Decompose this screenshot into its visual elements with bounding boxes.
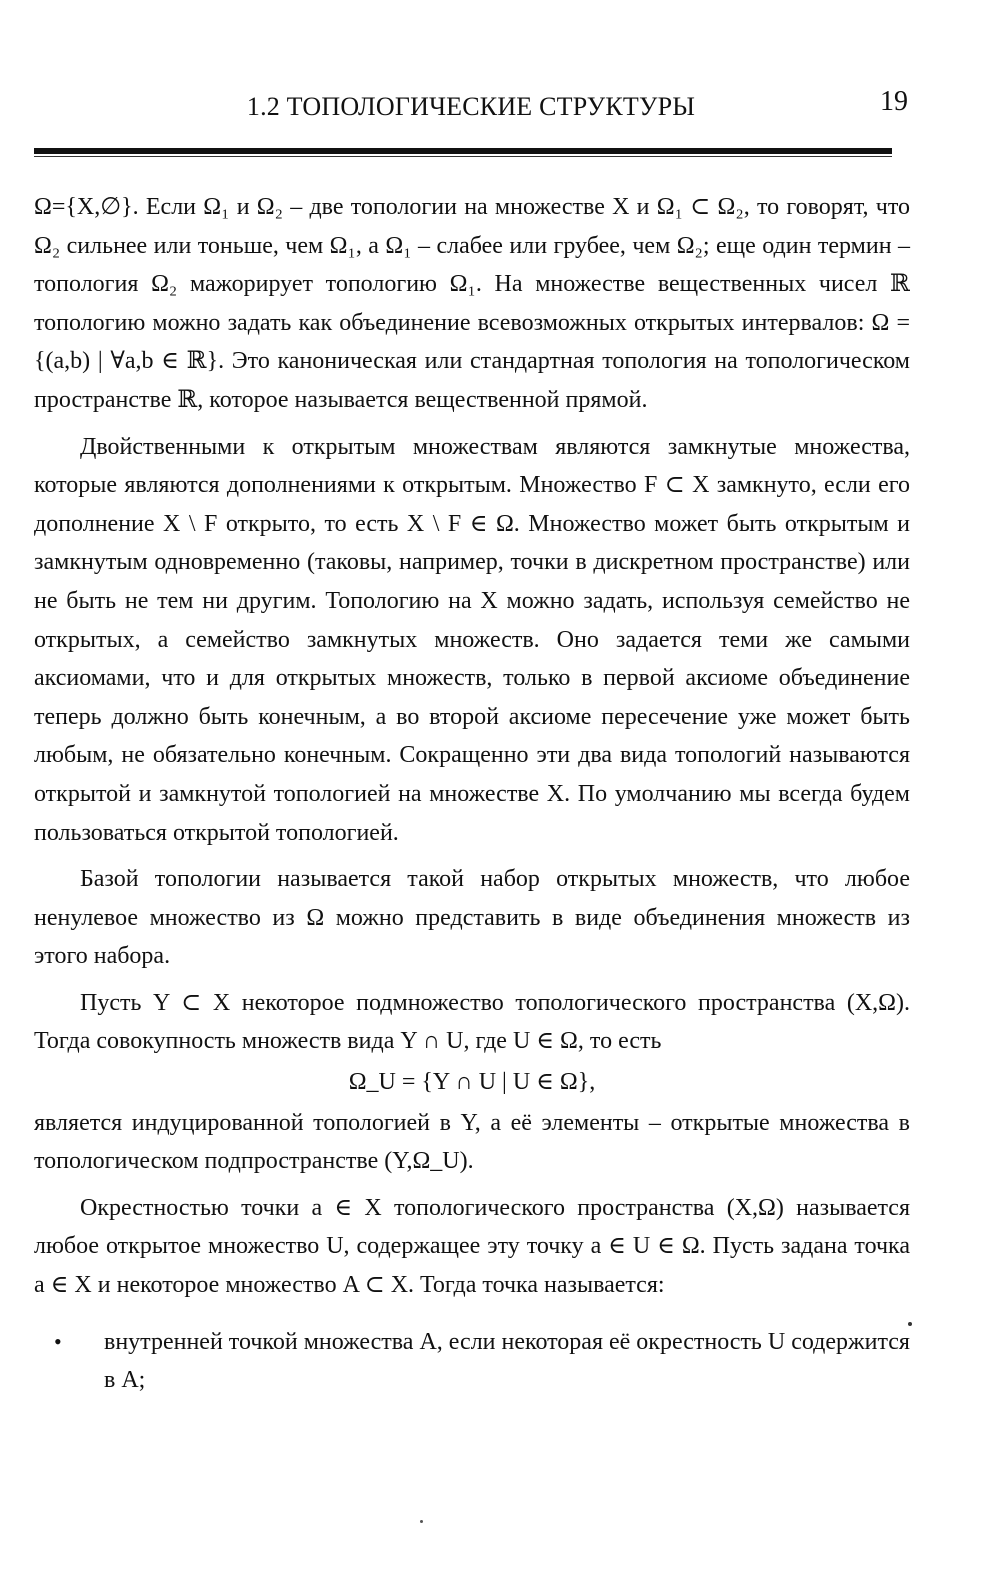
running-header xyxy=(34,86,908,126)
page-number: 19 xyxy=(880,86,908,117)
paragraph-topology-base: Базой топологии называется такой набор открытых множеств, что любое ненулевое множество из Ω можно представить в виде объединения множеств из этого набора. xyxy=(34,866,910,970)
paragraph-closed-sets: Двойственными к открытым множествам являются замкнутые множества, которые являются дополнениями к открытым. Множество F ⊂ X замкнуто, если его дополнение X \ F открыто, то есть X \ F ∈ Ω. Множество может быть открытым и замкнутым одновременно (таковы, например, точки в дискретном пространстве) или не быть не тем ни другим. Топологию на X можно задать, используя семейство не открытых, а семейство замкнутых множеств. Оно задается теми же самыми аксиомами, что и для открытых множеств, только в первой аксиоме объединение теперь должно быть конечным, а во второй аксиоме пересечение уже может быть любым, не обязательно конечным. Сокращенно эти два вида топологий называются открытой и замкнутой топологией на множестве X. По умолчанию мы всегда будем пользоваться открытой топологией. xyxy=(34,433,910,846)
induced-topology-formula: Ω_U = {Y ∩ U | U ∈ Ω}, xyxy=(348,1069,596,1096)
section-title: 1.2 ТОПОЛОГИЧЕСКИЕ СТРУКТУРЫ xyxy=(246,92,696,121)
header-rule-thin xyxy=(34,156,892,157)
paragraph-neighborhood: Окрестностью точки a ∈ X топологического пространства (X,Ω) называется любое открытое множество U, содержащее эту точку a ∈ U ∈ Ω. Пусть задана точка a ∈ X и некоторое множество A ⊂ X. Тогда точка называется: xyxy=(34,1194,910,1299)
scan-speck xyxy=(420,1520,423,1523)
paragraph-topology-comparison: Ω={X,∅}. Если Ω₁ и Ω₂ – две топологии на множестве X и Ω₁ ⊂ Ω₂, то говорят, что Ω₂ сильнее или тоньше, чем Ω₁, а Ω₁ – слабее или грубее, чем Ω₂; еще один термин – топология Ω₂ мажорирует топологию Ω₁. На множестве вещественных чисел ℝ топологию можно задать как объединение всевозможных открытых интервалов: Ω = {(a,b) | ∀a,b ∈ ℝ}. Это каноническая или стандартная топология на топологическом пространстве ℝ, которое называется вещественной прямой. xyxy=(34,194,910,413)
scan-artifact xyxy=(908,1322,912,1326)
list-item xyxy=(34,1323,910,1400)
paragraph-induced-topology: является индуцированной топологией в Y, а её элементы – открытые множества в топологическом подпространстве (Y,Ω_U). xyxy=(34,1109,910,1175)
list-item-text: внутренней точкой множества A, если некоторая её окрестность U содержится в A; xyxy=(104,1328,910,1394)
body-text xyxy=(34,188,910,1400)
point-types-list xyxy=(34,1323,910,1400)
header-rule-thick xyxy=(34,148,892,154)
paragraph-subspace: Пусть Y ⊂ X некоторое подмножество топологического пространства (X,Ω). Тогда совокупность множеств вида Y ∩ U, где U ∈ Ω, то есть xyxy=(34,989,910,1055)
bullet-icon: • xyxy=(54,1328,62,1354)
